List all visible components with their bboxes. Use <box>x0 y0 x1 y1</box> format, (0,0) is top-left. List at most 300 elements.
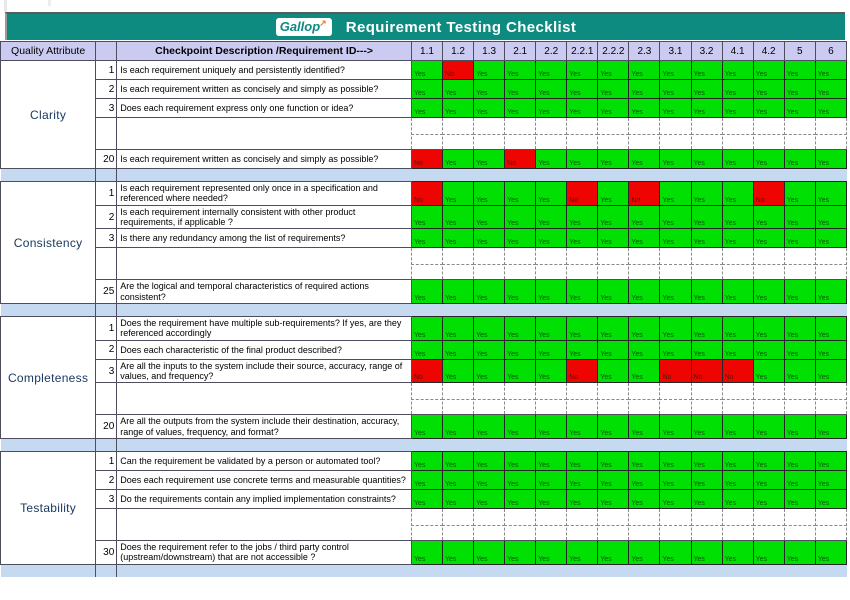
answer-cell-yes[interactable]: Yes <box>753 340 784 359</box>
answer-cell-yes[interactable]: Yes <box>784 99 815 118</box>
checkpoint-number-cell[interactable] <box>96 248 117 280</box>
answer-cell-yes[interactable]: Yes <box>784 490 815 509</box>
answer-cell-yes[interactable]: Yes <box>474 317 505 341</box>
empty-cell[interactable] <box>474 383 505 415</box>
answer-cell-yes[interactable]: Yes <box>536 229 567 248</box>
empty-cell[interactable] <box>784 509 815 541</box>
empty-cell[interactable] <box>567 248 598 280</box>
answer-cell-yes[interactable]: Yes <box>536 340 567 359</box>
answer-cell-yes[interactable]: Yes <box>598 452 629 471</box>
empty-cell[interactable] <box>443 248 474 280</box>
empty-cell[interactable] <box>815 248 846 280</box>
answer-cell-yes[interactable]: Yes <box>598 99 629 118</box>
answer-cell-yes[interactable]: Yes <box>753 229 784 248</box>
empty-cell[interactable] <box>660 383 691 415</box>
answer-cell-yes[interactable]: Yes <box>629 340 660 359</box>
answer-cell-yes[interactable]: Yes <box>505 471 536 490</box>
answer-cell-yes[interactable]: Yes <box>629 415 660 439</box>
empty-cell[interactable] <box>567 118 598 150</box>
quality-attribute-cell[interactable]: Clarity <box>1 61 96 169</box>
answer-cell-yes[interactable]: Yes <box>722 229 753 248</box>
empty-cell[interactable] <box>691 383 722 415</box>
empty-cell[interactable] <box>505 118 536 150</box>
empty-cell[interactable] <box>629 383 660 415</box>
checkpoint-number-cell[interactable]: 2 <box>96 471 117 490</box>
answer-cell-yes[interactable]: Yes <box>505 359 536 383</box>
answer-cell-yes[interactable]: Yes <box>443 490 474 509</box>
answer-cell-yes[interactable]: Yes <box>567 317 598 341</box>
answer-cell-yes[interactable]: Yes <box>753 61 784 80</box>
answer-cell-yes[interactable]: Yes <box>691 490 722 509</box>
answer-cell-yes[interactable]: Yes <box>629 490 660 509</box>
checkpoint-number-cell[interactable]: 2 <box>96 80 117 99</box>
empty-cell[interactable] <box>474 509 505 541</box>
empty-cell[interactable] <box>474 118 505 150</box>
answer-cell-yes[interactable]: Yes <box>629 99 660 118</box>
answer-cell-yes[interactable]: Yes <box>567 61 598 80</box>
answer-cell-yes[interactable]: Yes <box>474 182 505 206</box>
answer-cell-yes[interactable]: Yes <box>629 61 660 80</box>
empty-cell[interactable] <box>505 383 536 415</box>
answer-cell-yes[interactable]: Yes <box>629 205 660 229</box>
answer-cell-yes[interactable]: Yes <box>722 205 753 229</box>
checkpoint-number-cell[interactable]: 3 <box>96 229 117 248</box>
answer-cell-yes[interactable]: Yes <box>722 280 753 304</box>
answer-cell-no[interactable]: No <box>567 182 598 206</box>
checkpoint-number-cell[interactable]: 25 <box>96 280 117 304</box>
answer-cell-yes[interactable]: Yes <box>536 490 567 509</box>
answer-cell-yes[interactable]: Yes <box>629 229 660 248</box>
requirement-id-header[interactable]: 3.1 <box>660 42 691 61</box>
answer-cell-yes[interactable]: Yes <box>598 182 629 206</box>
answer-cell-yes[interactable]: Yes <box>629 452 660 471</box>
empty-cell[interactable] <box>691 509 722 541</box>
checkpoint-description-cell[interactable]: Does the requirement refer to the jobs / third party control (upstream/downstream) that are not accessible ? <box>117 541 412 565</box>
answer-cell-yes[interactable]: Yes <box>411 229 442 248</box>
checkpoint-description-cell[interactable]: Is each requirement represented only once in a specification and referenced where needed? <box>117 182 412 206</box>
checkpoint-description-cell[interactable] <box>117 118 412 150</box>
empty-cell[interactable] <box>411 118 442 150</box>
empty-cell[interactable] <box>722 383 753 415</box>
answer-cell-yes[interactable]: Yes <box>753 99 784 118</box>
checkpoint-description-cell[interactable]: Are all the outputs from the system include their destination, accuracy, range of values, frequency, and format? <box>117 415 412 439</box>
answer-cell-yes[interactable]: Yes <box>598 61 629 80</box>
answer-cell-yes[interactable]: Yes <box>722 61 753 80</box>
empty-cell[interactable] <box>815 509 846 541</box>
answer-cell-no[interactable]: No <box>411 182 442 206</box>
answer-cell-yes[interactable]: Yes <box>567 229 598 248</box>
empty-cell[interactable] <box>815 118 846 150</box>
answer-cell-yes[interactable]: Yes <box>753 541 784 565</box>
answer-cell-yes[interactable]: Yes <box>443 471 474 490</box>
checkpoint-description-cell[interactable]: Are the logical and temporal characteristics of required actions consistent? <box>117 280 412 304</box>
answer-cell-yes[interactable]: Yes <box>411 452 442 471</box>
answer-cell-yes[interactable]: Yes <box>722 452 753 471</box>
answer-cell-yes[interactable]: Yes <box>443 229 474 248</box>
answer-cell-yes[interactable]: Yes <box>753 415 784 439</box>
answer-cell-yes[interactable]: Yes <box>784 415 815 439</box>
checkpoint-description-cell[interactable]: Is each requirement written as concisely and simply as possible? <box>117 80 412 99</box>
answer-cell-yes[interactable]: Yes <box>443 80 474 99</box>
empty-cell[interactable] <box>722 118 753 150</box>
checkpoint-description-cell[interactable]: Is each requirement internally consistent with other product requirements, if applicable ? <box>117 205 412 229</box>
answer-cell-yes[interactable]: Yes <box>691 99 722 118</box>
answer-cell-yes[interactable]: Yes <box>660 471 691 490</box>
answer-cell-yes[interactable]: Yes <box>753 280 784 304</box>
empty-cell[interactable] <box>567 509 598 541</box>
answer-cell-yes[interactable]: Yes <box>443 452 474 471</box>
answer-cell-yes[interactable]: Yes <box>474 541 505 565</box>
checkpoint-number-cell[interactable] <box>96 118 117 150</box>
answer-cell-yes[interactable]: Yes <box>598 317 629 341</box>
empty-cell[interactable] <box>567 383 598 415</box>
answer-cell-yes[interactable]: Yes <box>567 452 598 471</box>
answer-cell-yes[interactable]: Yes <box>598 471 629 490</box>
empty-cell[interactable] <box>411 248 442 280</box>
answer-cell-yes[interactable]: Yes <box>505 490 536 509</box>
checkpoint-number-cell[interactable]: 3 <box>96 490 117 509</box>
checkpoint-number-cell[interactable]: 3 <box>96 359 117 383</box>
requirement-id-header[interactable]: 1.2 <box>443 42 474 61</box>
requirement-id-header[interactable]: 6 <box>815 42 846 61</box>
empty-cell[interactable] <box>784 248 815 280</box>
checkpoint-number-cell[interactable]: 20 <box>96 150 117 169</box>
answer-cell-yes[interactable]: Yes <box>505 317 536 341</box>
answer-cell-yes[interactable]: Yes <box>443 150 474 169</box>
answer-cell-no[interactable]: No <box>691 359 722 383</box>
empty-cell[interactable] <box>598 509 629 541</box>
answer-cell-yes[interactable]: Yes <box>443 340 474 359</box>
answer-cell-yes[interactable]: Yes <box>567 280 598 304</box>
checkpoint-number-cell[interactable] <box>96 383 117 415</box>
checkpoint-description-cell[interactable]: Can the requirement be validated by a person or automated tool? <box>117 452 412 471</box>
answer-cell-yes[interactable]: Yes <box>815 490 846 509</box>
empty-cell[interactable] <box>753 248 784 280</box>
answer-cell-yes[interactable]: Yes <box>411 61 442 80</box>
answer-cell-yes[interactable]: Yes <box>629 359 660 383</box>
empty-cell[interactable] <box>443 509 474 541</box>
answer-cell-yes[interactable]: Yes <box>815 205 846 229</box>
answer-cell-yes[interactable]: Yes <box>567 80 598 99</box>
answer-cell-yes[interactable]: Yes <box>753 150 784 169</box>
empty-cell[interactable] <box>536 383 567 415</box>
answer-cell-yes[interactable]: Yes <box>598 415 629 439</box>
empty-cell[interactable] <box>505 509 536 541</box>
answer-cell-yes[interactable]: Yes <box>443 182 474 206</box>
answer-cell-yes[interactable]: Yes <box>598 229 629 248</box>
answer-cell-yes[interactable]: Yes <box>598 80 629 99</box>
answer-cell-yes[interactable]: Yes <box>505 61 536 80</box>
answer-cell-yes[interactable]: Yes <box>691 182 722 206</box>
answer-cell-yes[interactable]: Yes <box>691 205 722 229</box>
answer-cell-no[interactable]: No <box>567 359 598 383</box>
answer-cell-yes[interactable]: Yes <box>474 80 505 99</box>
answer-cell-yes[interactable]: Yes <box>660 541 691 565</box>
answer-cell-yes[interactable]: Yes <box>505 541 536 565</box>
answer-cell-yes[interactable]: Yes <box>660 80 691 99</box>
answer-cell-yes[interactable]: Yes <box>722 471 753 490</box>
answer-cell-yes[interactable]: Yes <box>722 415 753 439</box>
answer-cell-yes[interactable]: Yes <box>443 415 474 439</box>
empty-cell[interactable] <box>598 248 629 280</box>
answer-cell-yes[interactable]: Yes <box>753 205 784 229</box>
empty-cell[interactable] <box>443 383 474 415</box>
answer-cell-yes[interactable]: Yes <box>629 80 660 99</box>
answer-cell-yes[interactable]: Yes <box>660 205 691 229</box>
answer-cell-yes[interactable]: Yes <box>753 490 784 509</box>
answer-cell-yes[interactable]: Yes <box>815 150 846 169</box>
checkpoint-number-cell[interactable]: 20 <box>96 415 117 439</box>
empty-cell[interactable] <box>443 118 474 150</box>
answer-cell-yes[interactable]: Yes <box>815 280 846 304</box>
answer-cell-yes[interactable]: Yes <box>505 452 536 471</box>
answer-cell-yes[interactable]: Yes <box>536 415 567 439</box>
answer-cell-yes[interactable]: Yes <box>815 80 846 99</box>
answer-cell-yes[interactable]: Yes <box>629 317 660 341</box>
answer-cell-yes[interactable]: Yes <box>505 415 536 439</box>
checkpoint-number-cell[interactable]: 1 <box>96 182 117 206</box>
empty-cell[interactable] <box>629 509 660 541</box>
answer-cell-yes[interactable]: Yes <box>598 150 629 169</box>
answer-cell-yes[interactable]: Yes <box>784 182 815 206</box>
answer-cell-yes[interactable]: Yes <box>474 205 505 229</box>
requirement-id-header[interactable]: 3.2 <box>691 42 722 61</box>
answer-cell-no[interactable]: No <box>443 61 474 80</box>
empty-cell[interactable] <box>536 118 567 150</box>
answer-cell-yes[interactable]: Yes <box>567 490 598 509</box>
answer-cell-yes[interactable]: Yes <box>536 99 567 118</box>
answer-cell-no[interactable]: No <box>753 182 784 206</box>
empty-cell[interactable] <box>691 248 722 280</box>
answer-cell-yes[interactable]: Yes <box>629 280 660 304</box>
answer-cell-yes[interactable]: Yes <box>660 415 691 439</box>
answer-cell-yes[interactable]: Yes <box>722 99 753 118</box>
answer-cell-yes[interactable]: Yes <box>536 452 567 471</box>
answer-cell-yes[interactable]: Yes <box>691 541 722 565</box>
answer-cell-yes[interactable]: Yes <box>536 541 567 565</box>
answer-cell-yes[interactable]: Yes <box>411 415 442 439</box>
answer-cell-yes[interactable]: Yes <box>691 80 722 99</box>
answer-cell-yes[interactable]: Yes <box>411 280 442 304</box>
answer-cell-no[interactable]: No <box>411 359 442 383</box>
answer-cell-yes[interactable]: Yes <box>629 541 660 565</box>
answer-cell-yes[interactable]: Yes <box>474 229 505 248</box>
empty-cell[interactable] <box>660 118 691 150</box>
answer-cell-yes[interactable]: Yes <box>815 61 846 80</box>
answer-cell-yes[interactable]: Yes <box>536 471 567 490</box>
answer-cell-yes[interactable]: Yes <box>411 99 442 118</box>
answer-cell-yes[interactable]: Yes <box>598 340 629 359</box>
answer-cell-yes[interactable]: Yes <box>536 280 567 304</box>
answer-cell-yes[interactable]: Yes <box>474 61 505 80</box>
answer-cell-yes[interactable]: Yes <box>784 452 815 471</box>
checkpoint-number-cell[interactable]: 1 <box>96 61 117 80</box>
answer-cell-yes[interactable]: Yes <box>784 80 815 99</box>
empty-cell[interactable] <box>411 383 442 415</box>
answer-cell-yes[interactable]: Yes <box>784 280 815 304</box>
answer-cell-yes[interactable]: Yes <box>567 541 598 565</box>
answer-cell-yes[interactable]: Yes <box>660 61 691 80</box>
checkpoint-description-cell[interactable]: Do the requirements contain any implied implementation constraints? <box>117 490 412 509</box>
checkpoint-description-cell[interactable] <box>117 248 412 280</box>
answer-cell-yes[interactable]: Yes <box>660 452 691 471</box>
answer-cell-yes[interactable]: Yes <box>598 280 629 304</box>
checkpoint-description-cell[interactable]: Does each characteristic of the final product described? <box>117 340 412 359</box>
answer-cell-yes[interactable]: Yes <box>505 182 536 206</box>
answer-cell-yes[interactable]: Yes <box>753 359 784 383</box>
answer-cell-yes[interactable]: Yes <box>691 452 722 471</box>
answer-cell-yes[interactable]: Yes <box>567 99 598 118</box>
answer-cell-yes[interactable]: Yes <box>443 205 474 229</box>
empty-cell[interactable] <box>722 509 753 541</box>
empty-cell[interactable] <box>722 248 753 280</box>
answer-cell-yes[interactable]: Yes <box>691 317 722 341</box>
answer-cell-yes[interactable]: Yes <box>567 205 598 229</box>
requirement-id-header[interactable]: 4.1 <box>722 42 753 61</box>
answer-cell-yes[interactable]: Yes <box>784 340 815 359</box>
answer-cell-yes[interactable]: Yes <box>815 340 846 359</box>
answer-cell-yes[interactable]: Yes <box>536 80 567 99</box>
answer-cell-no[interactable]: No <box>505 150 536 169</box>
answer-cell-yes[interactable]: Yes <box>536 182 567 206</box>
requirement-id-header[interactable]: 2.2.2 <box>598 42 629 61</box>
checkpoint-number-cell[interactable]: 2 <box>96 340 117 359</box>
answer-cell-yes[interactable]: Yes <box>722 182 753 206</box>
answer-cell-yes[interactable]: Yes <box>660 150 691 169</box>
answer-cell-yes[interactable]: Yes <box>660 280 691 304</box>
answer-cell-yes[interactable]: Yes <box>784 359 815 383</box>
empty-cell[interactable] <box>784 383 815 415</box>
answer-cell-yes[interactable]: Yes <box>784 541 815 565</box>
answer-cell-yes[interactable]: Yes <box>753 317 784 341</box>
answer-cell-yes[interactable]: Yes <box>411 541 442 565</box>
answer-cell-yes[interactable]: Yes <box>536 205 567 229</box>
empty-cell[interactable] <box>753 118 784 150</box>
answer-cell-yes[interactable]: Yes <box>505 99 536 118</box>
answer-cell-no[interactable]: No <box>660 359 691 383</box>
answer-cell-yes[interactable]: Yes <box>411 490 442 509</box>
answer-cell-yes[interactable]: Yes <box>722 150 753 169</box>
answer-cell-yes[interactable]: Yes <box>691 61 722 80</box>
checkpoint-description-cell[interactable]: Is each requirement uniquely and persistently identified? <box>117 61 412 80</box>
requirement-id-header[interactable]: 2.3 <box>629 42 660 61</box>
checkpoint-number-cell[interactable]: 1 <box>96 317 117 341</box>
quality-attribute-header[interactable]: Quality Attribute <box>1 42 96 61</box>
empty-cell[interactable] <box>784 118 815 150</box>
empty-cell[interactable] <box>629 118 660 150</box>
answer-cell-yes[interactable]: Yes <box>411 205 442 229</box>
empty-cell[interactable] <box>411 509 442 541</box>
empty-cell[interactable] <box>815 383 846 415</box>
answer-cell-yes[interactable]: Yes <box>660 340 691 359</box>
empty-cell[interactable] <box>474 248 505 280</box>
answer-cell-yes[interactable]: Yes <box>443 99 474 118</box>
answer-cell-yes[interactable]: Yes <box>784 229 815 248</box>
answer-cell-yes[interactable]: Yes <box>691 340 722 359</box>
answer-cell-no[interactable]: No <box>629 182 660 206</box>
answer-cell-yes[interactable]: Yes <box>474 415 505 439</box>
quality-attribute-cell[interactable]: Completeness <box>1 317 96 439</box>
checkpoint-number-cell[interactable]: 2 <box>96 205 117 229</box>
answer-cell-yes[interactable]: Yes <box>815 415 846 439</box>
answer-cell-yes[interactable]: Yes <box>722 317 753 341</box>
answer-cell-yes[interactable]: Yes <box>629 150 660 169</box>
answer-cell-yes[interactable]: Yes <box>443 317 474 341</box>
answer-cell-yes[interactable]: Yes <box>474 280 505 304</box>
answer-cell-yes[interactable]: Yes <box>815 471 846 490</box>
answer-cell-yes[interactable]: Yes <box>784 150 815 169</box>
empty-cell[interactable] <box>660 248 691 280</box>
answer-cell-yes[interactable]: Yes <box>660 317 691 341</box>
answer-cell-yes[interactable]: Yes <box>784 471 815 490</box>
requirement-id-header[interactable]: 2.2 <box>536 42 567 61</box>
checkpoint-number-cell[interactable]: 1 <box>96 452 117 471</box>
answer-cell-yes[interactable]: Yes <box>505 80 536 99</box>
answer-cell-yes[interactable]: Yes <box>411 317 442 341</box>
answer-cell-yes[interactable]: Yes <box>660 99 691 118</box>
answer-cell-yes[interactable]: Yes <box>443 359 474 383</box>
requirement-id-header[interactable]: 4.2 <box>753 42 784 61</box>
answer-cell-yes[interactable]: Yes <box>660 229 691 248</box>
answer-cell-yes[interactable]: Yes <box>474 340 505 359</box>
answer-cell-yes[interactable]: Yes <box>815 452 846 471</box>
answer-cell-yes[interactable]: Yes <box>784 317 815 341</box>
answer-cell-yes[interactable]: Yes <box>691 471 722 490</box>
answer-cell-yes[interactable]: Yes <box>598 205 629 229</box>
quality-attribute-cell[interactable]: Testability <box>1 452 96 565</box>
answer-cell-yes[interactable]: Yes <box>691 150 722 169</box>
answer-cell-yes[interactable]: Yes <box>815 359 846 383</box>
answer-cell-yes[interactable]: Yes <box>815 229 846 248</box>
empty-cell[interactable] <box>660 509 691 541</box>
answer-cell-yes[interactable]: Yes <box>691 415 722 439</box>
empty-cell[interactable] <box>505 248 536 280</box>
empty-cell[interactable] <box>691 118 722 150</box>
empty-cell[interactable] <box>629 248 660 280</box>
requirement-id-header[interactable]: 2.1 <box>505 42 536 61</box>
answer-cell-yes[interactable]: Yes <box>567 471 598 490</box>
answer-cell-yes[interactable]: Yes <box>722 490 753 509</box>
quality-attribute-cell[interactable]: Consistency <box>1 182 96 304</box>
answer-cell-yes[interactable]: Yes <box>567 150 598 169</box>
answer-cell-yes[interactable]: Yes <box>815 99 846 118</box>
checkpoint-description-cell[interactable]: Is there any redundancy among the list of requirements? <box>117 229 412 248</box>
answer-cell-yes[interactable]: Yes <box>505 205 536 229</box>
answer-cell-no[interactable]: No <box>722 359 753 383</box>
empty-cell[interactable] <box>598 118 629 150</box>
answer-cell-yes[interactable]: Yes <box>474 452 505 471</box>
answer-cell-yes[interactable]: Yes <box>691 280 722 304</box>
answer-cell-yes[interactable]: Yes <box>815 317 846 341</box>
requirement-id-header[interactable]: 1.1 <box>411 42 442 61</box>
answer-cell-yes[interactable]: Yes <box>691 229 722 248</box>
answer-cell-yes[interactable]: Yes <box>815 182 846 206</box>
checkpoint-description-cell[interactable]: Does each requirement express only one function or idea? <box>117 99 412 118</box>
checkpoint-number-cell[interactable] <box>96 509 117 541</box>
answer-cell-yes[interactable]: Yes <box>784 205 815 229</box>
answer-cell-yes[interactable]: Yes <box>815 541 846 565</box>
answer-cell-yes[interactable]: Yes <box>505 340 536 359</box>
answer-cell-yes[interactable]: Yes <box>536 150 567 169</box>
answer-cell-yes[interactable]: Yes <box>598 541 629 565</box>
answer-cell-yes[interactable]: Yes <box>598 359 629 383</box>
answer-cell-yes[interactable]: Yes <box>722 80 753 99</box>
checkpoint-description-cell[interactable] <box>117 509 412 541</box>
answer-cell-yes[interactable]: Yes <box>660 182 691 206</box>
answer-cell-yes[interactable]: Yes <box>753 80 784 99</box>
checkpoint-description-cell[interactable]: Are all the inputs to the system include their source, accuracy, range of values, and frequency? <box>117 359 412 383</box>
answer-cell-yes[interactable]: Yes <box>505 280 536 304</box>
